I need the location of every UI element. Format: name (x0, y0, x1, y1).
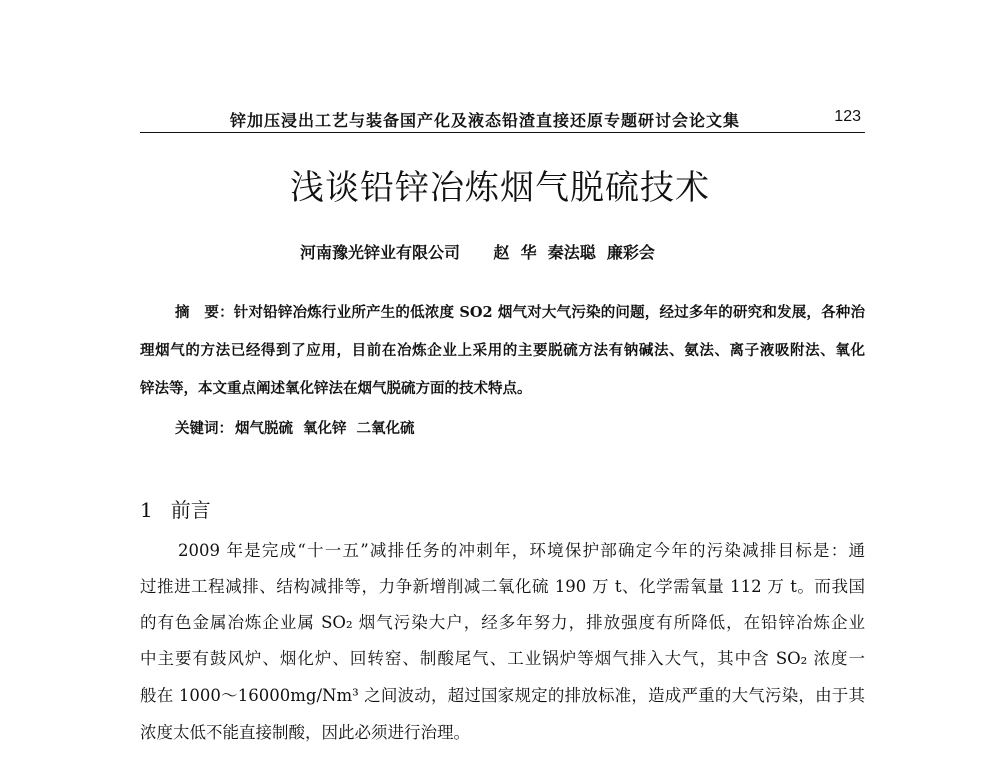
keywords (175, 417, 425, 438)
proceedings-title: 锌加压浸出工艺与装备国产化及液态铅渣直接还原专题研讨会论文集 (230, 111, 741, 130)
body-line: 的有色金属冶炼企业属 SO₂ 烟气污染大户，经多年努力，排放强度有所降低，在铅锌冶炼企业 (140, 613, 865, 632)
section-title: 前言 (170, 498, 211, 522)
keywords-label: 关键词： (175, 420, 233, 437)
body-line: 般在 1000～16000mg/Nm³ 之间波动，超过国家规定的排放标准，造成严重的大气污染，由于其 (140, 686, 865, 705)
keyword: 氧化锌 (303, 420, 347, 437)
abstract-line: 理烟气的方法已经得到了应用，目前在冶炼企业上采用的主要脱硫方法有钠碱法、氨法、离子液吸附法、氧化 (140, 342, 865, 359)
running-header (140, 106, 865, 133)
keyword: 烟气脱硫 (235, 420, 293, 437)
body-line: 中主要有鼓风炉、烟化炉、回转窑、制酸尾气、工业锅炉等烟气排入大气，其中含 SO₂ 浓度一 (140, 649, 865, 668)
keyword: 二氧化硫 (356, 420, 415, 437)
section-number: 1 (140, 498, 153, 522)
abstract-line: 摘 要：针对铅锌冶炼行业所产生的低浓度 SO2 烟气对大气污染的问题，经过多年的研究和发展，各种治 (175, 304, 865, 321)
body-line: 浓度太低不能直接制酸，因此必须进行治理。 (140, 723, 470, 742)
abstract-line: 锌法等，本文重点阐述氧化锌法在烟气脱硫方面的技术特点。 (140, 380, 532, 397)
section-heading (140, 494, 211, 523)
body-line: 2009 年是完成“十一五”减排任务的冲刺年，环境保护部确定今年的污染减排目标是：通 (178, 541, 865, 560)
body-line: 过推进工程减排、结构减排等，力争新增削减二氧化硫 190 万 t、化学需氧量 112 万 t。而我国 (140, 577, 865, 596)
page-number: 123 (834, 108, 861, 125)
authors: 河南豫光锌业有限公司 赵 华 秦法聪 廉彩会 (300, 243, 655, 262)
paper-title: 浅谈铅锌冶炼烟气脱硫技术 (290, 168, 710, 208)
